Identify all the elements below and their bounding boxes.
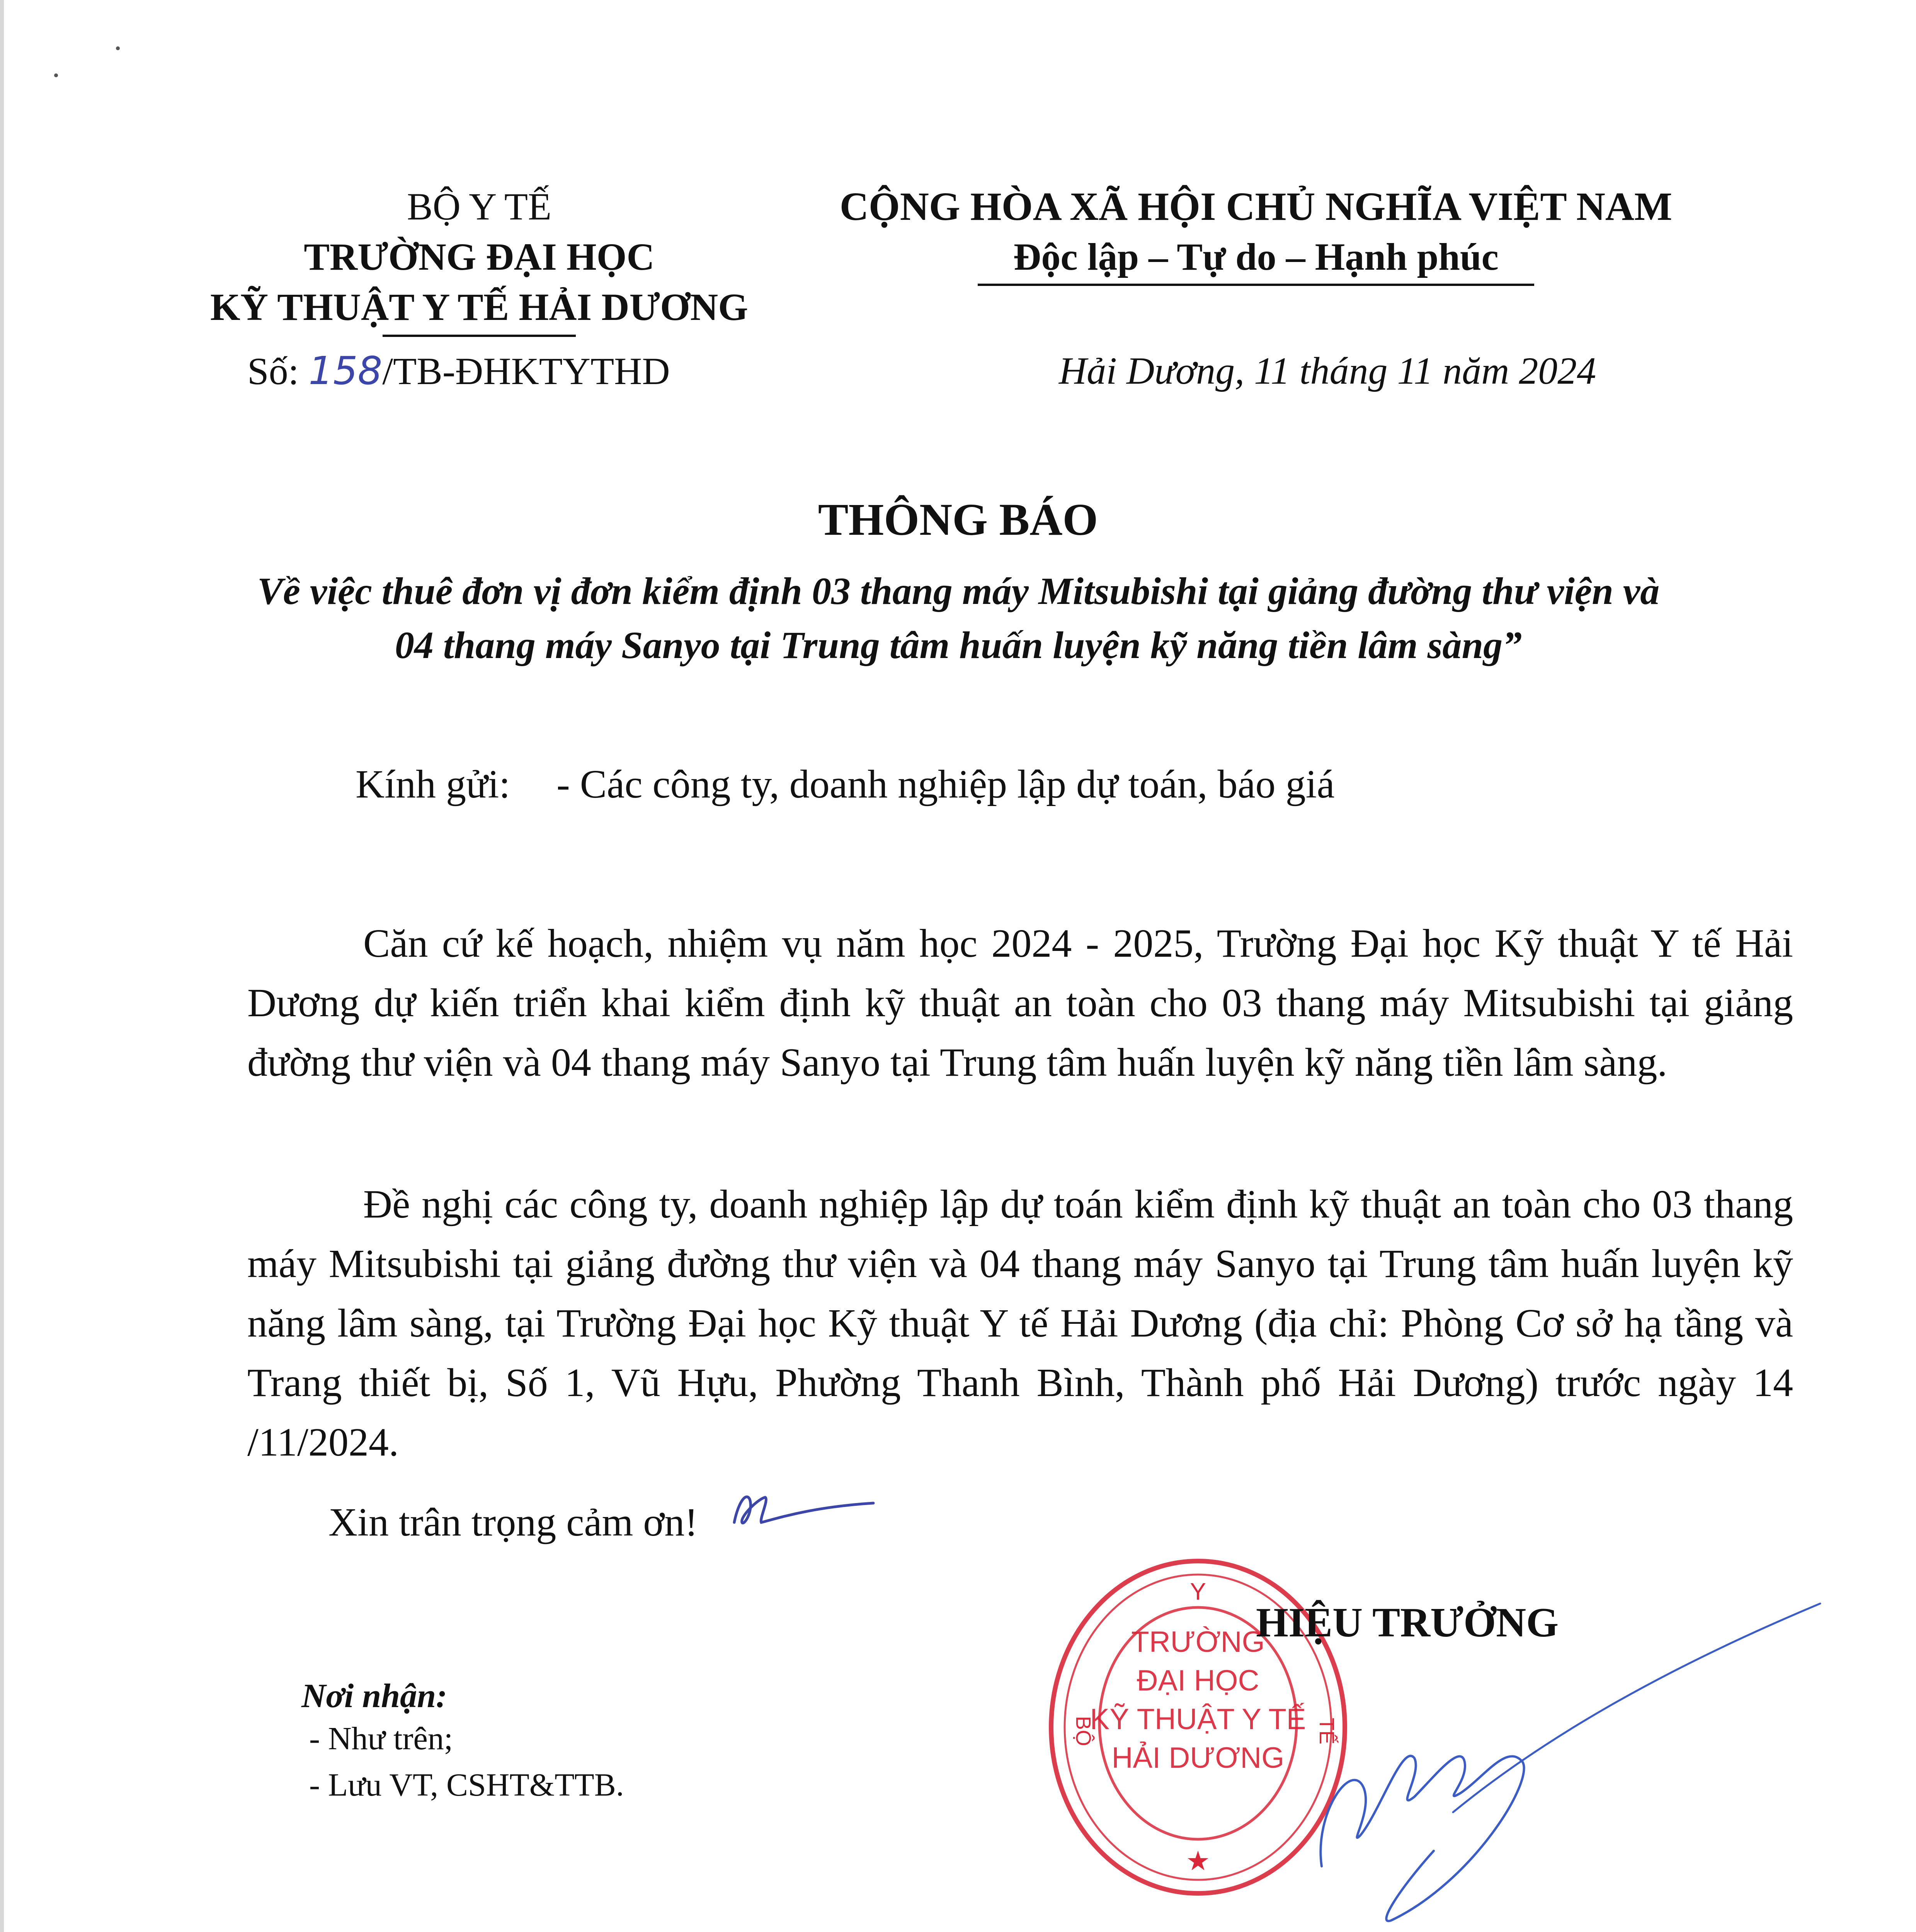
svg-text:★: ★ xyxy=(1186,1845,1210,1877)
initial-signature xyxy=(723,1476,877,1538)
recipients-item: - Như trên; xyxy=(309,1721,453,1757)
motto-underline xyxy=(978,284,1534,286)
svg-text:BỘ: BỘ xyxy=(1072,1716,1095,1747)
closing-thanks: Xin trân trọng cảm ơn! xyxy=(328,1500,698,1544)
docnum-handwritten: 158 xyxy=(308,348,383,393)
subject-line-2: 04 thang máy Sanyo tại Trung tâm huấn luyện kỹ năng tiền lâm sàng” xyxy=(395,624,1522,667)
signer-role: HIỆU TRƯỞNG xyxy=(1256,1600,1559,1646)
recipient-line xyxy=(356,757,1335,811)
recipient-value: - Các công ty, doanh nghiệp lập dự toán, báo giá xyxy=(556,762,1335,806)
document-title: THÔNG BÁO xyxy=(818,494,1098,545)
body-paragraph-2: Đề nghị các công ty, doanh nghiệp lập dự toán kiểm định kỹ thuật an toàn cho 03 thang máy Mitsubishi tại giảng đường thư viện và 04 thang máy Sanyo tại Trung tâm huấn luyện kỹ năng lâm sàng, tại Trường Đại học Kỹ thuật Y tế Hải Dương (địa chỉ: Phòng Cơ sở hạ tầng và Trang thiết bị, Số 1, Vũ Hựu, Phường Thanh Bình, Thành phố Hải Dương) trước ngày 14 /11/2024. xyxy=(247,1182,1793,1464)
school-name-line1: TRƯỜNG ĐẠI HỌC xyxy=(304,235,655,278)
recipient-label: Kính gửi: xyxy=(356,762,510,806)
seal-text-line4: HẢI DƯƠNG xyxy=(1111,1742,1285,1774)
seal-text-line3: KỸ THUẬT Y TẾ xyxy=(1090,1703,1306,1736)
docnum-prefix: Số: xyxy=(247,350,309,393)
svg-text:Y: Y xyxy=(1190,1578,1206,1605)
issuer-underline xyxy=(383,335,576,337)
nation-name: CỘNG HÒA XÃ HỘI CHỦ NGHĨA VIỆT NAM xyxy=(839,184,1673,229)
seal-text-line1: TRƯỜNG xyxy=(1131,1626,1265,1658)
recipients-item: - Lưu VT, CSHT&TTB. xyxy=(309,1767,624,1803)
scan-speck xyxy=(116,46,120,50)
date-line: Hải Dương, 11 tháng 11 năm 2024 xyxy=(1059,349,1596,392)
document-subject xyxy=(216,564,1700,672)
national-heading xyxy=(792,182,1720,286)
scan-speck xyxy=(54,73,58,77)
document-number xyxy=(247,346,670,396)
svg-text:TẾ: TẾ xyxy=(1315,1718,1338,1745)
seal-text-line2: ĐẠI HỌC xyxy=(1137,1664,1259,1697)
body-paragraph-1: Căn cứ kế hoạch, nhiệm vụ năm học 2024 - 2025, Trường Đại học Kỹ thuật Y tế Hải Dương dự kiến triển khai kiểm định kỹ thuật an toàn cho 03 thang máy Mitsubishi tại giảng đường thư viện và 04 thang máy Sanyo tại Trung tâm huấn luyện kỹ năng tiền lâm sàng. xyxy=(247,921,1793,1085)
issuer-block xyxy=(151,182,808,337)
school-name-line2: KỸ THUẬT Y TẾ HẢI DƯƠNG xyxy=(210,286,748,328)
docnum-suffix: /TB-ĐHKTYTHD xyxy=(382,350,670,393)
subject-line-1: Về việc thuê đơn vị đơn kiểm định 03 thang máy Mitsubishi tại giảng đường thư viện và xyxy=(257,570,1660,612)
principal-signature xyxy=(1306,1596,1828,1932)
national-motto: Độc lập – Tự do – Hạnh phúc xyxy=(1013,235,1499,278)
ministry-name: BỘ Y TẾ xyxy=(407,185,552,228)
page-edge xyxy=(0,0,4,1932)
recipients-title: Nơi nhận: xyxy=(301,1677,448,1715)
